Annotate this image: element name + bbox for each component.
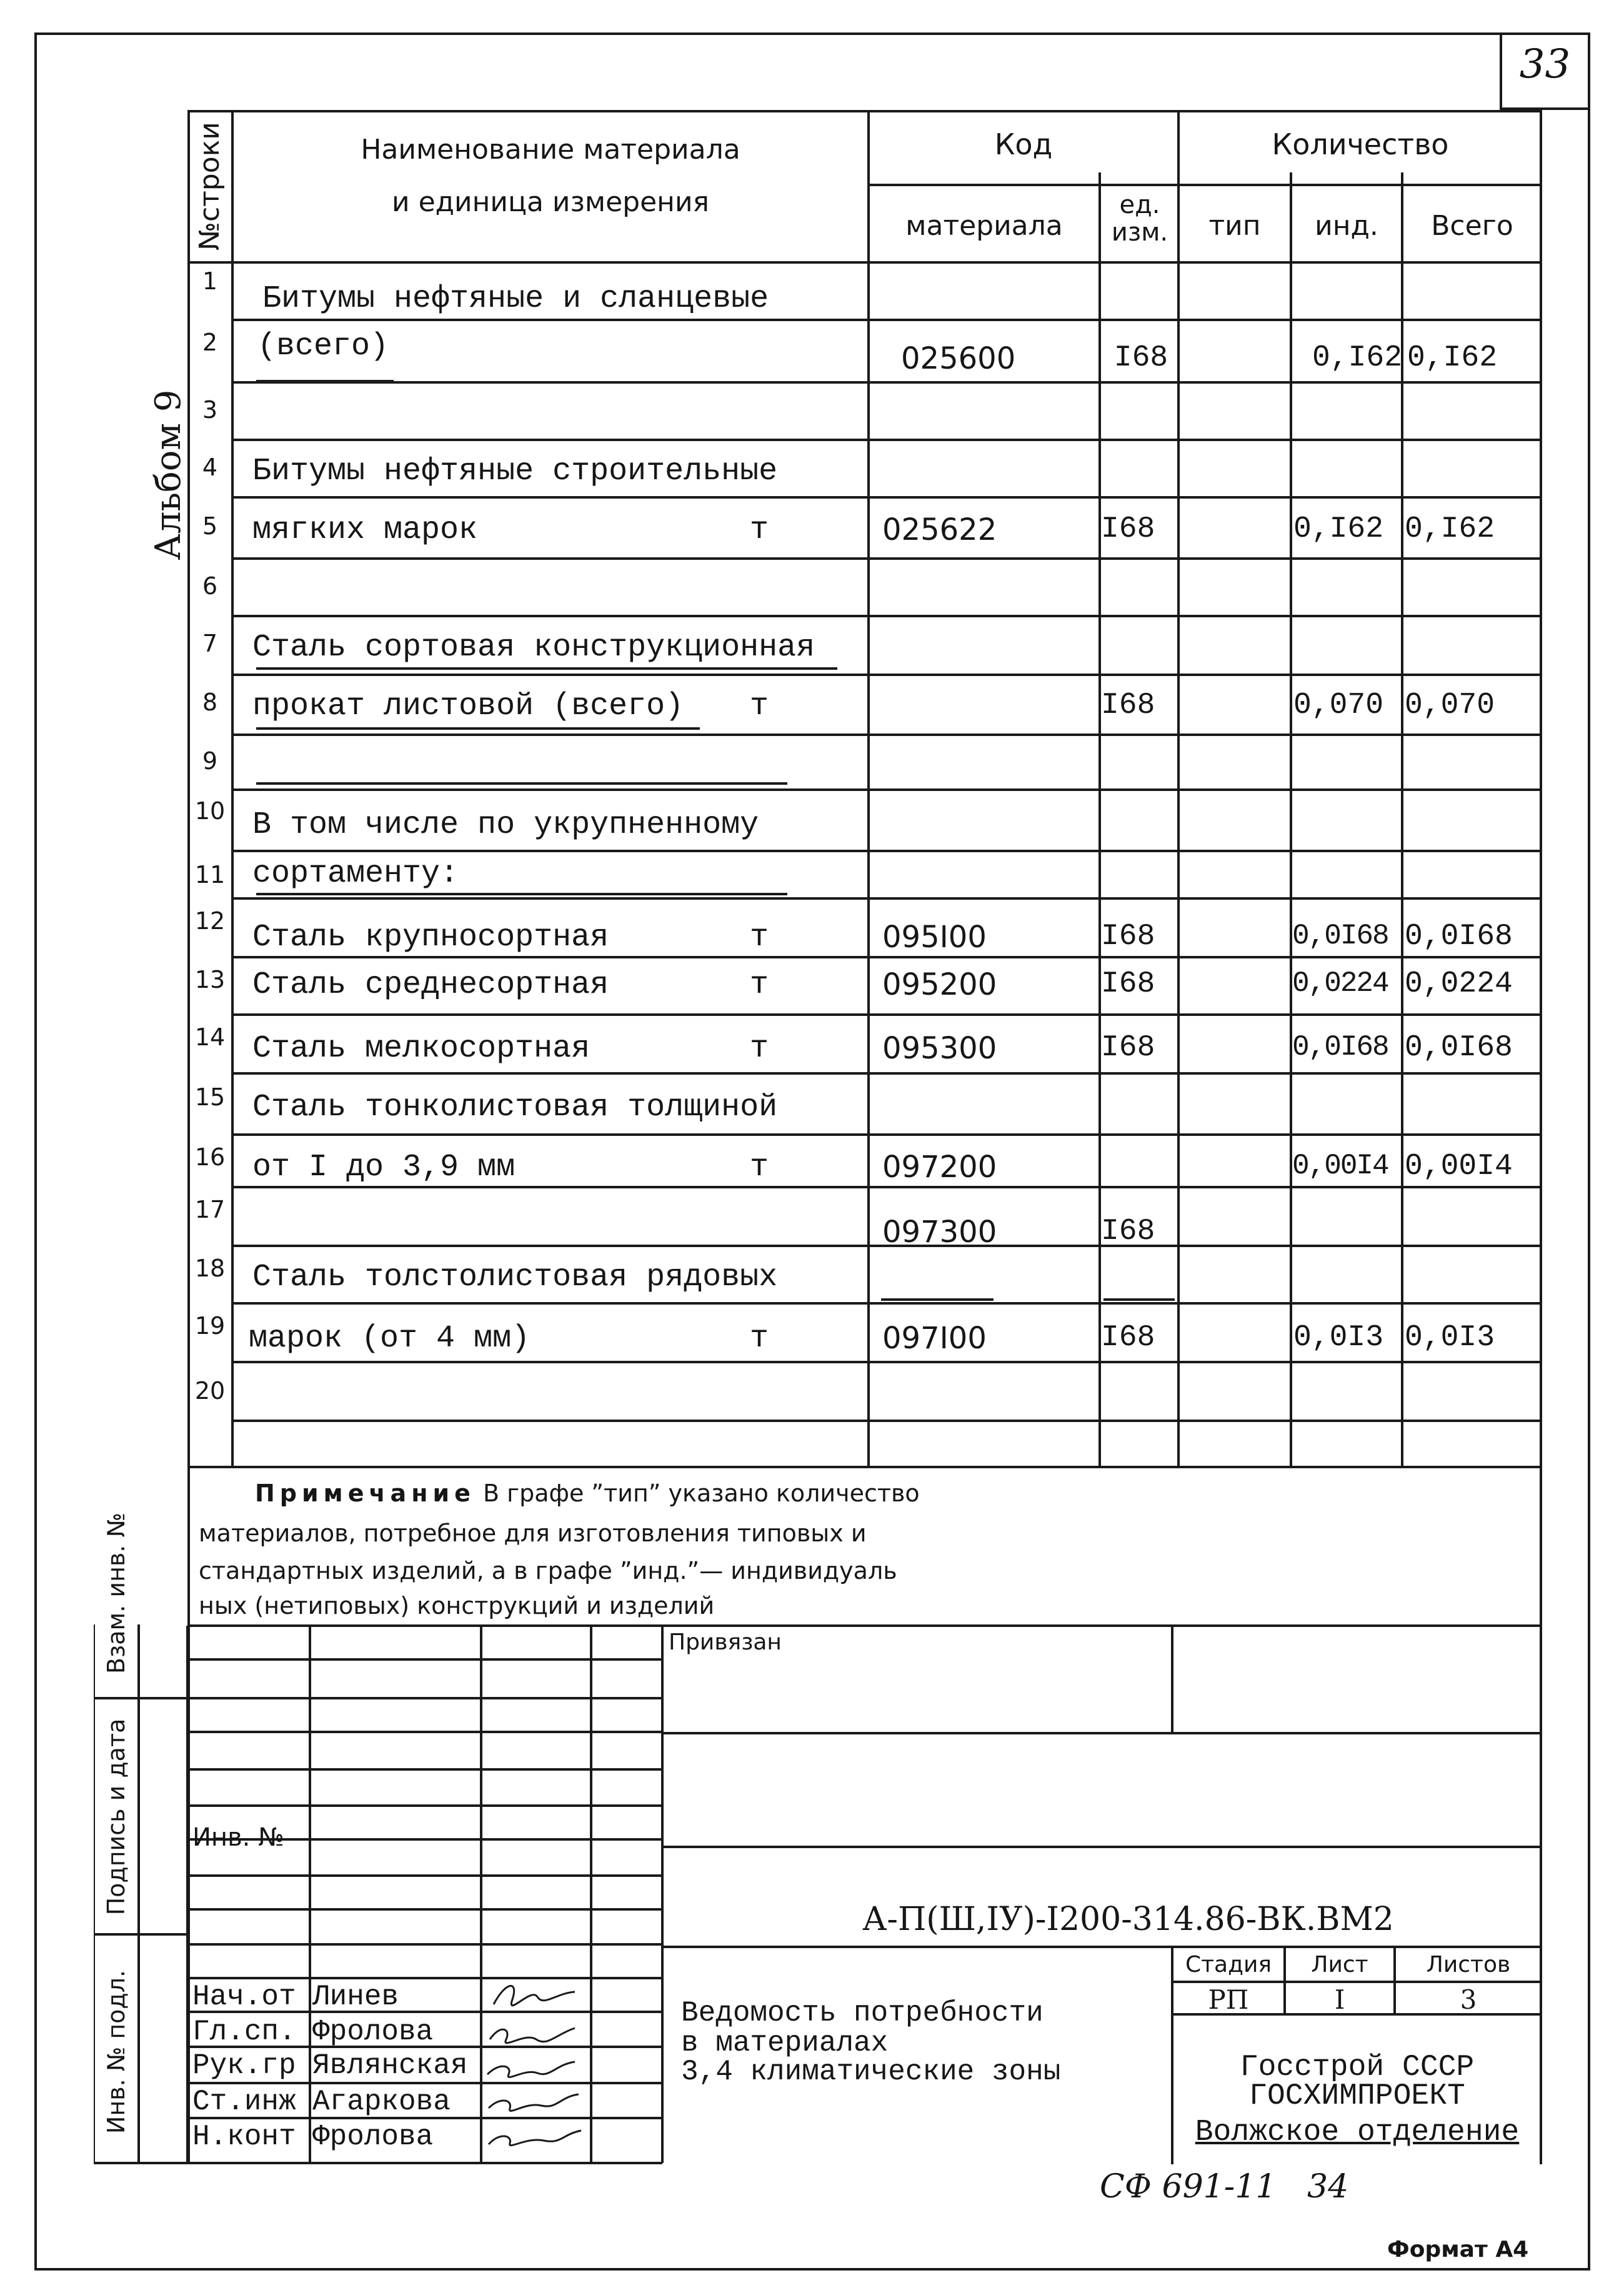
role-label: Гл.сп. xyxy=(192,2016,296,2048)
note-line-2: материалов, потребное для изготовления типовых и xyxy=(199,1520,867,1547)
material-code: 097300 xyxy=(882,1215,997,1250)
unit-mark: т xyxy=(750,920,769,955)
table-row xyxy=(187,497,1542,559)
sheet-value: I xyxy=(1334,1984,1345,2015)
frame-top xyxy=(34,32,1590,35)
role-label: Н.конт xyxy=(192,2121,296,2153)
unit-code: I68 xyxy=(1101,1321,1155,1355)
qty-ind: 0,0224 xyxy=(1292,967,1388,1000)
header-name-line2: и единица измерения xyxy=(391,186,710,218)
material-name: Сталь толстолистовая рядовых xyxy=(252,1260,778,1295)
table-row xyxy=(187,320,1542,382)
table-row xyxy=(187,1246,1542,1303)
material-name: марок (от 4 мм) xyxy=(249,1321,531,1356)
material-name: прокат листовой (всего) xyxy=(252,689,684,724)
person-name: Линев xyxy=(312,1981,399,2013)
qty-ind: 0,I62 xyxy=(1312,341,1402,375)
unit-mark: т xyxy=(750,689,769,724)
table-row xyxy=(187,1135,1542,1187)
table-row xyxy=(187,262,1542,320)
material-name: мягких марок xyxy=(252,512,478,548)
table-row xyxy=(187,1073,1542,1135)
qty-ind: 0,0I68 xyxy=(1292,920,1388,952)
row-number: 9 xyxy=(202,747,218,775)
qty-total: 0,070 xyxy=(1405,689,1495,722)
unit-code: I68 xyxy=(1113,341,1168,375)
qty-ind: 0,0I68 xyxy=(1292,1031,1388,1063)
header-name-line1: Наименование материала xyxy=(361,134,740,166)
header-code: Код xyxy=(994,127,1053,161)
person-name: Агаркова xyxy=(312,2086,451,2118)
page-number: 33 xyxy=(1519,41,1571,87)
note-text-1: В графе ”тип” указано количество xyxy=(482,1480,920,1507)
album-label: Альбом 9 xyxy=(148,389,189,560)
note-line-1 xyxy=(255,1480,920,1507)
frame-bottom xyxy=(34,2268,1590,2271)
person-name: Фролова xyxy=(312,2121,434,2153)
doc-title-line-1: Ведомость потребности xyxy=(681,1997,1044,2029)
sheets-label: Листов xyxy=(1426,1952,1511,1977)
role-label: Рук.гр xyxy=(192,2049,296,2082)
row-number: 12 xyxy=(194,907,226,935)
stage-label: Стадия xyxy=(1185,1952,1272,1977)
row-number: 11 xyxy=(194,861,226,888)
role-label: Нач.от xyxy=(192,1981,296,2013)
role-label: Ст.инж xyxy=(192,2086,296,2118)
document-code: А-П(Ш,IУ)-I200-314.86-ВК.ВМ2 xyxy=(862,1901,1394,1938)
header-ind: инд. xyxy=(1315,210,1378,242)
frame-right xyxy=(1588,32,1590,2269)
row-number: 5 xyxy=(202,512,218,540)
qty-ind: 0,070 xyxy=(1293,689,1384,722)
qty-total: 0,0I68 xyxy=(1405,1031,1513,1065)
table-row xyxy=(187,559,1542,616)
sheet-label: Лист xyxy=(1311,1952,1368,1977)
material-name: Сталь мелкосортная xyxy=(252,1031,590,1067)
table-row xyxy=(187,898,1542,957)
qty-total: 0,00I4 xyxy=(1405,1150,1513,1183)
doc-title-line-2: в материалах xyxy=(681,2027,889,2059)
side-label-vzam: Взам. инв. № xyxy=(102,1513,130,1674)
row-number: 7 xyxy=(202,630,218,657)
table-row xyxy=(187,1015,1542,1073)
qty-total: 0,0I3 xyxy=(1405,1321,1495,1355)
row-number: 6 xyxy=(202,572,218,600)
org-line-3: Волжское отделение xyxy=(1195,2116,1520,2149)
row-number: 2 xyxy=(202,329,218,356)
material-name: (всего) xyxy=(257,329,389,364)
unit-code: I68 xyxy=(1101,689,1155,722)
material-name: Сталь среднесортная xyxy=(252,967,609,1003)
qty-total: 0,I62 xyxy=(1405,512,1495,546)
material-code: 097200 xyxy=(882,1150,997,1185)
material-name: от I до 3,9 мм xyxy=(252,1150,516,1185)
unit-code: I68 xyxy=(1101,1215,1155,1248)
unit-mark: т xyxy=(750,512,769,548)
header-type: тип xyxy=(1208,210,1261,242)
table-row xyxy=(187,1187,1542,1250)
unit-code: I68 xyxy=(1101,512,1155,546)
row-number: 15 xyxy=(194,1083,226,1111)
row-number: 16 xyxy=(194,1143,226,1171)
material-code: 097I00 xyxy=(882,1321,987,1356)
row-number: 20 xyxy=(194,1377,226,1405)
unit-mark: т xyxy=(750,1150,769,1185)
material-code: 095300 xyxy=(882,1031,997,1066)
signatures xyxy=(481,1974,594,2162)
table-row xyxy=(187,382,1542,440)
unit-mark: т xyxy=(750,967,769,1003)
person-name: Являнская xyxy=(312,2049,468,2082)
row-number: 1 xyxy=(202,267,218,295)
frame-left xyxy=(34,32,37,2269)
header-quantity: Количество xyxy=(1272,127,1449,161)
material-name: Битумы нефтяные и сланцевые xyxy=(262,281,769,317)
material-name: сортаменту: xyxy=(252,856,459,892)
table-row xyxy=(187,675,1542,735)
table-row xyxy=(187,735,1542,790)
note-line-3: стандартных изделий, а в графе ”инд.”— индивидуаль xyxy=(199,1557,897,1584)
unit-code: I68 xyxy=(1101,967,1155,1001)
row-number: 8 xyxy=(202,689,218,716)
row-number: 19 xyxy=(194,1312,226,1340)
material-code: 025600 xyxy=(901,341,1016,376)
header-material: материала xyxy=(905,210,1063,242)
table-row xyxy=(187,790,1542,851)
row-number: 17 xyxy=(194,1196,226,1223)
qty-total: 0,I62 xyxy=(1407,341,1498,375)
unit-code: I68 xyxy=(1101,1031,1155,1065)
privyazan-label: Привязан xyxy=(669,1629,782,1655)
row-number: 14 xyxy=(194,1023,226,1051)
qty-ind: 0,00I4 xyxy=(1292,1150,1388,1182)
doc-title-line-3: 3,4 климатические зоны xyxy=(681,2056,1061,2088)
table-row xyxy=(187,1303,1542,1362)
table-row xyxy=(187,440,1542,497)
material-name: Сталь крупносортная xyxy=(252,920,609,955)
org-line-1: Госстрой СССР xyxy=(1240,2051,1475,2084)
qty-ind: 0,I62 xyxy=(1293,512,1384,546)
header-unit: ед. изм. xyxy=(1111,191,1168,247)
qty-total: 0,0I68 xyxy=(1405,920,1513,953)
side-label-inv: Инв. № подл. xyxy=(102,1969,130,2134)
person-name: Фролова xyxy=(312,2016,434,2048)
qty-total: 0,0224 xyxy=(1405,967,1513,1001)
materials-table xyxy=(187,110,1542,1468)
qty-ind: 0,0I3 xyxy=(1293,1321,1384,1355)
material-code: 095I00 xyxy=(882,920,987,955)
side-label-podpis: Подпись и дата xyxy=(102,1718,130,1916)
unit-mark: т xyxy=(750,1321,769,1356)
material-name: Сталь тонколистовая толщиной xyxy=(252,1090,778,1125)
material-code: 025622 xyxy=(882,512,997,547)
unit-code: I68 xyxy=(1101,920,1155,953)
material-name: Сталь сортовая конструкционная xyxy=(252,630,815,665)
table-row xyxy=(187,616,1542,675)
table-row xyxy=(187,1362,1542,1421)
row-number: 13 xyxy=(194,966,226,993)
row-number: 4 xyxy=(202,454,218,481)
archive-number: СФ 691-11 34 xyxy=(1100,2168,1349,2206)
sheets-value: 3 xyxy=(1460,1984,1477,2015)
format-label: Формат А4 xyxy=(1387,2237,1529,2262)
table-row xyxy=(187,957,1542,1015)
note-title: Примечание xyxy=(255,1480,476,1507)
note-line-4: ных (нетиповых) конструкций и изделий xyxy=(199,1592,715,1619)
header-row-no: №строки xyxy=(194,122,226,251)
unit-mark: т xyxy=(750,1031,769,1067)
row-number: 18 xyxy=(194,1255,226,1282)
stage-value: РП xyxy=(1208,1984,1249,2015)
material-code: 095200 xyxy=(882,967,997,1002)
row-number: 10 xyxy=(194,797,226,825)
row-number: 3 xyxy=(202,396,218,424)
material-name: В том числе по укрупненному xyxy=(252,807,759,843)
material-name: Битумы нефтяные строительные xyxy=(252,454,778,489)
org-line-2: ГОСХИМПРОЕКТ xyxy=(1249,2079,1465,2113)
table-row xyxy=(187,851,1542,898)
header-total: Всего xyxy=(1431,210,1513,242)
inv-no-label: Инв. № xyxy=(192,1823,284,1852)
